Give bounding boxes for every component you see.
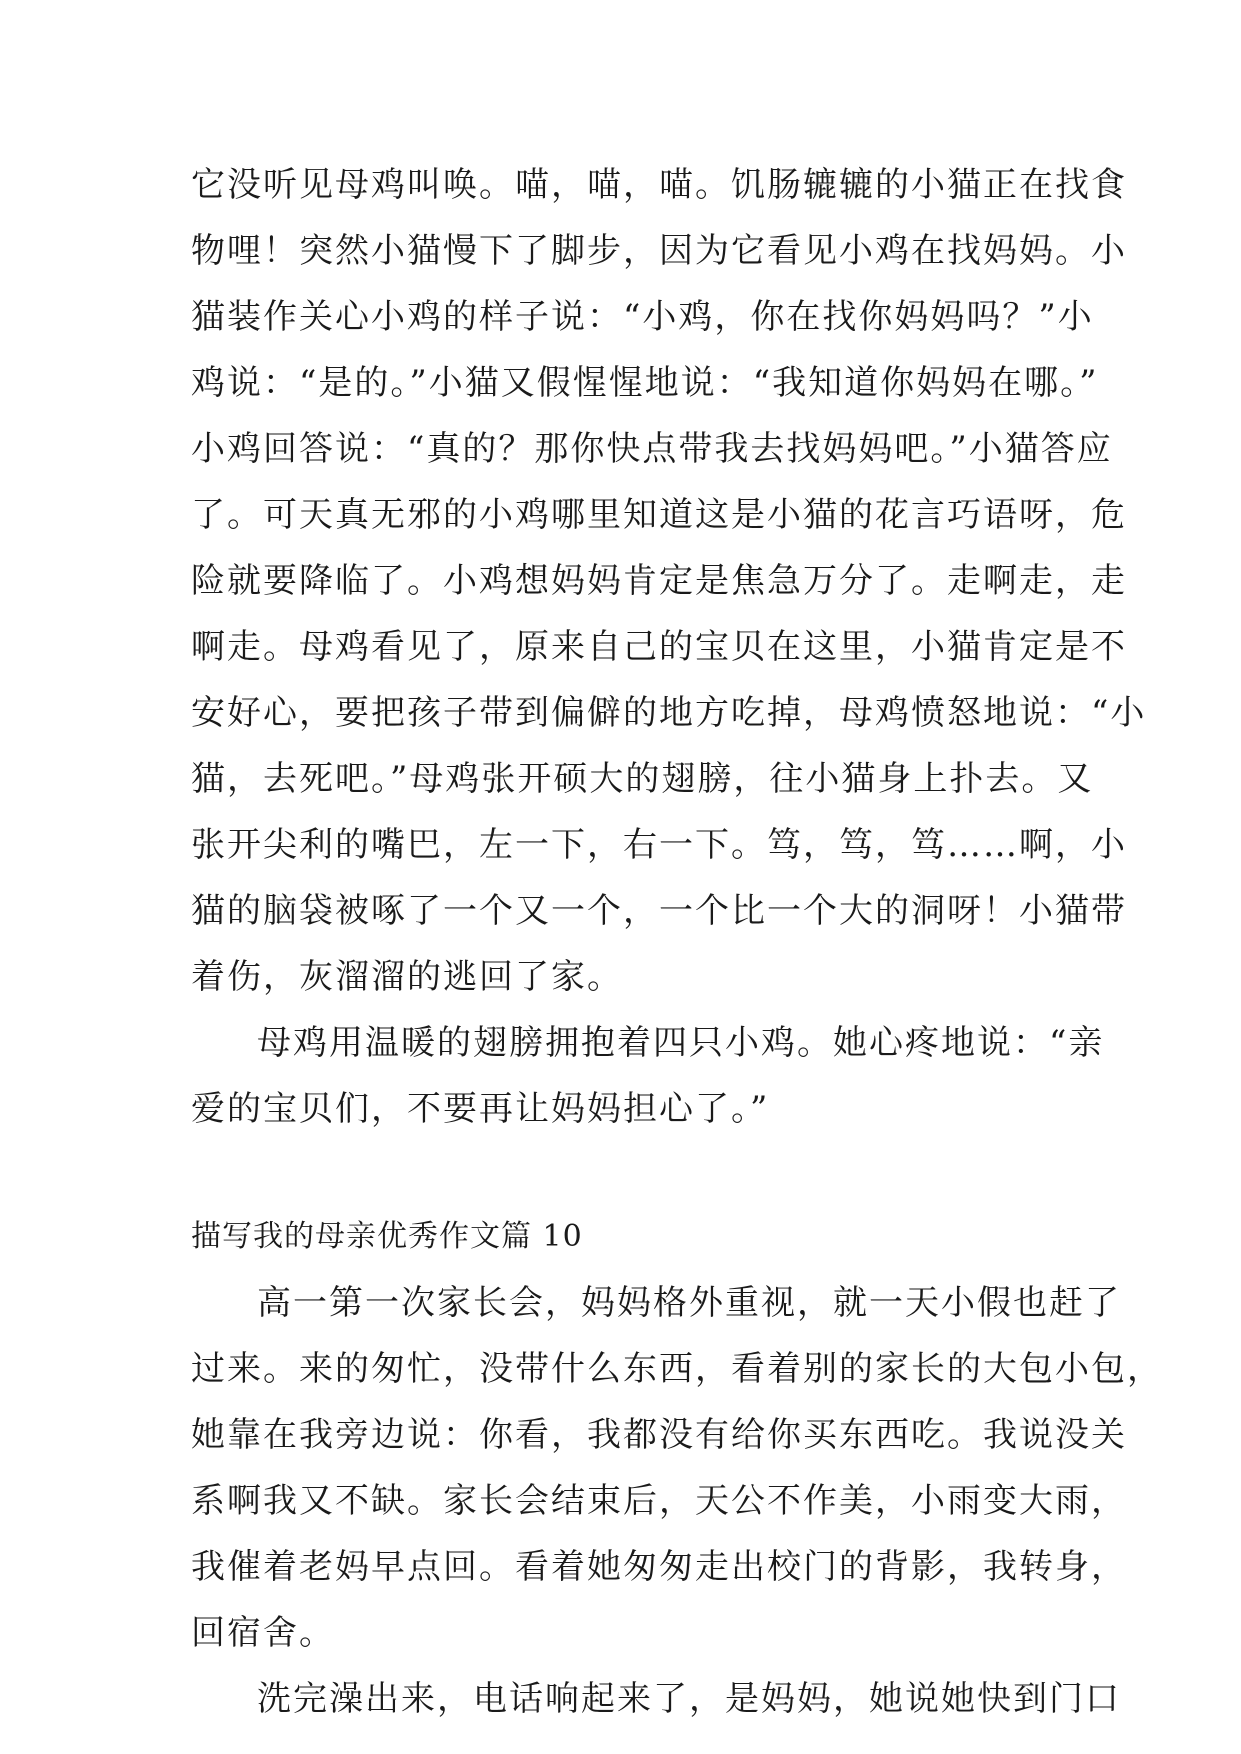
section-paragraph-2 xyxy=(191,1666,1121,1732)
text-line: 安好心，要把孩子带到偏僻的地方吃掉，母鸡愤怒地说：“小 xyxy=(191,693,1147,733)
text-line: 猫，去死吧。”母鸡张开硕大的翅膀，往小猫身上扑去。又 xyxy=(191,759,1094,799)
text-line: 了。可天真无邪的小鸡哪里知道这是小猫的花言巧语呀，危 xyxy=(191,495,1127,535)
text-line: 她靠在我旁边说：你看，我都没有给你买东西吃。我说没关 xyxy=(191,1415,1127,1455)
story-paragraph-2 xyxy=(191,1010,1105,1142)
text-line: 过来。来的匆忙，没带什么东西，看着别的家长的大包小包， xyxy=(191,1349,1163,1389)
section-paragraph-1 xyxy=(191,1270,1163,1666)
section-heading: 描写我的母亲优秀作文篇 10 xyxy=(191,1219,583,1254)
text-line: 着伤，灰溜溜的逃回了家。 xyxy=(191,957,623,997)
text-line: 爱的宝贝们，不要再让妈妈担心了。” xyxy=(191,1089,770,1129)
text-line: 洗完澡出来，电话响起来了，是妈妈，她说她快到门口 xyxy=(257,1679,1121,1719)
text-line: 猫装作关心小鸡的样子说：“小鸡，你在找你妈妈吗？”小 xyxy=(191,297,1094,337)
text-line: 小鸡回答说：“真的？那你快点带我去找妈妈吧。”小猫答应 xyxy=(191,429,1113,469)
text-line: 物哩！突然小猫慢下了脚步，因为它看见小鸡在找妈妈。小 xyxy=(191,231,1127,271)
text-line: 险就要降临了。小鸡想妈妈肯定是焦急万分了。走啊走，走 xyxy=(191,561,1127,601)
text-line: 我催着老妈早点回。看着她匆匆走出校门的背影，我转身， xyxy=(191,1547,1127,1587)
text-line: 张开尖利的嘴巴，左一下，右一下。笃，笃，笃……啊，小 xyxy=(191,825,1127,865)
text-line: 鸡说：“是的。”小猫又假惺惺地说：“我知道你妈妈在哪。” xyxy=(191,363,1099,403)
text-line: 啊走。母鸡看见了，原来自己的宝贝在这里，小猫肯定是不 xyxy=(191,627,1127,667)
text-line: 母鸡用温暖的翅膀拥抱着四只小鸡。她心疼地说：“亲 xyxy=(257,1023,1105,1063)
section-heading-block xyxy=(191,1204,1061,1270)
text-line: 回宿舍。 xyxy=(191,1613,335,1653)
story-paragraph-1 xyxy=(191,152,1147,1010)
text-line: 高一第一次家长会，妈妈格外重视，就一天小假也赶了 xyxy=(257,1283,1121,1323)
text-line: 系啊我又不缺。家长会结束后，天公不作美，小雨变大雨， xyxy=(191,1481,1127,1521)
text-line: 它没听见母鸡叫唤。喵，喵，喵。饥肠辘辘的小猫正在找食 xyxy=(191,165,1127,205)
text-line: 猫的脑袋被啄了一个又一个，一个比一个大的洞呀！小猫带 xyxy=(191,891,1127,931)
